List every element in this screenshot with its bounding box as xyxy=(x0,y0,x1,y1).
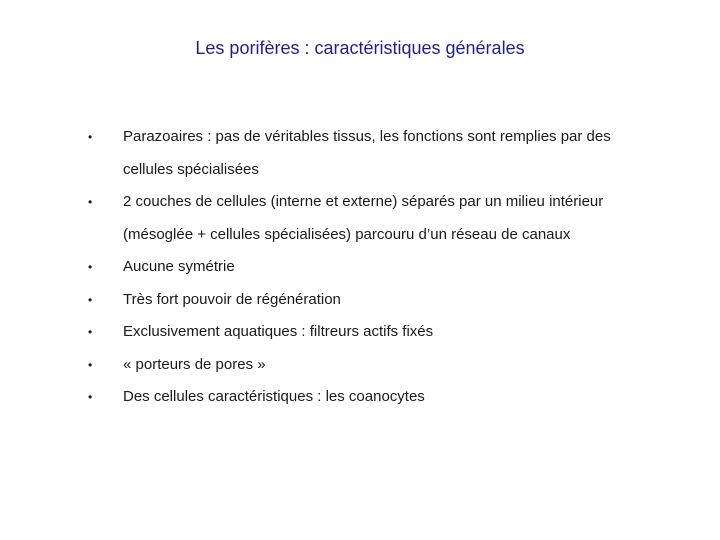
bullet-text: Aucune symétrie xyxy=(123,258,235,275)
list-item xyxy=(88,121,648,186)
list-item xyxy=(88,316,648,349)
list-item xyxy=(88,381,648,414)
list-item xyxy=(88,186,648,251)
bullet-text: Très fort pouvoir de régénération xyxy=(123,290,341,308)
bullet-text: Parazoaires : pas de véritables tissus, les fonctions sont remplies par des cellules spécialisées xyxy=(123,128,611,178)
bullet-icon: • xyxy=(88,390,93,404)
slide-title: Les porifères : caractéristiques générales xyxy=(195,38,525,58)
bullet-icon: • xyxy=(88,195,93,209)
bullet-text: Des cellules caractéristiques : les coanocytes xyxy=(123,388,425,405)
bullet-text: 2 couches de cellules (interne et externe) séparés par un milieu intérieur (mésoglée + cellules spécialisées) parcouru d’un réseau de canaux xyxy=(123,193,604,243)
bullet-text: Exclusivement aquatiques : filtreurs actifs fixés xyxy=(123,323,434,340)
bullet-icon: • xyxy=(88,357,93,372)
list-item xyxy=(88,349,648,382)
bullet-icon: • xyxy=(88,292,93,307)
list-item xyxy=(88,251,648,284)
bullet-text: « porteurs de pores » xyxy=(123,355,266,373)
bullet-list xyxy=(88,121,648,414)
bullet-icon: • xyxy=(88,130,93,144)
bullet-icon: • xyxy=(88,325,93,339)
list-item xyxy=(88,284,648,317)
bullet-icon: • xyxy=(88,260,93,274)
